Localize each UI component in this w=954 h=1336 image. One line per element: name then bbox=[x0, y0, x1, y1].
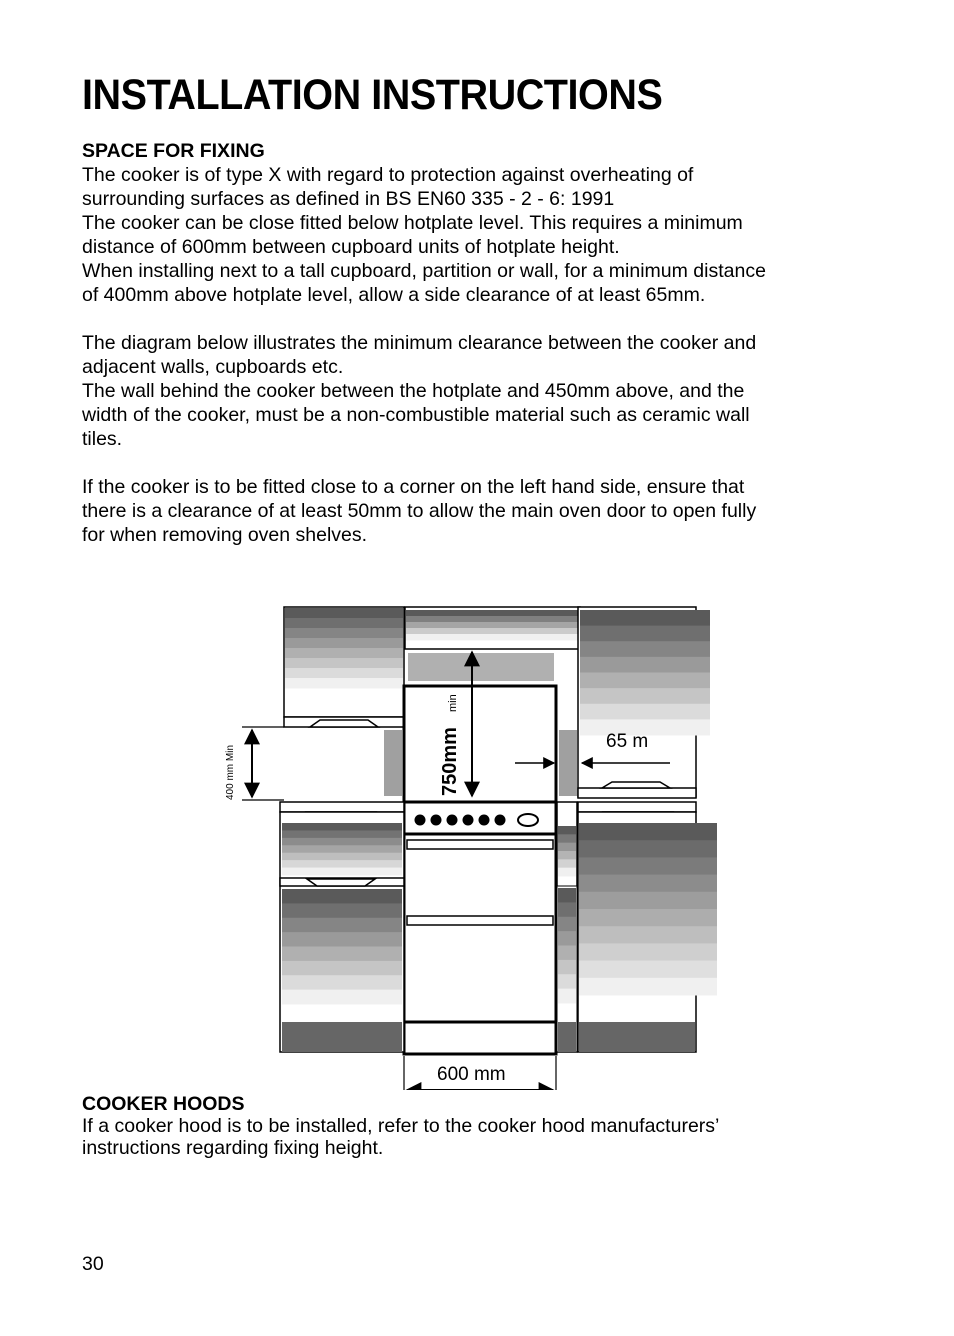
shading-band bbox=[558, 946, 576, 961]
shading-band bbox=[282, 932, 402, 947]
shading-band bbox=[579, 857, 717, 875]
knob-icon bbox=[431, 815, 442, 826]
paragraph-line: of 400mm above hotplate level, allow a side clearance of at least 65mm. bbox=[82, 284, 706, 306]
shading-band bbox=[282, 903, 402, 918]
paragraph-line: If a cooker hood is to be installed, refer to the cooker hood manufacturers’ bbox=[82, 1115, 720, 1137]
shading-band bbox=[282, 947, 402, 962]
shading-band bbox=[558, 974, 576, 989]
dimension-400mm bbox=[225, 727, 284, 800]
label-750mm: 750mm bbox=[439, 727, 461, 796]
cupboard-handle-icon bbox=[307, 879, 375, 886]
label-400mm: 400 mm Min bbox=[225, 744, 236, 800]
paragraph-line: surrounding surfaces as defined in BS EN60 335 - 2 - 6: 1991 bbox=[82, 188, 615, 210]
shading-band bbox=[558, 868, 576, 877]
shading-band bbox=[579, 892, 717, 910]
shading-band bbox=[285, 628, 403, 639]
shading-band bbox=[579, 840, 717, 858]
shading-band bbox=[579, 823, 717, 841]
shading-band bbox=[580, 673, 710, 689]
shading-band bbox=[558, 931, 576, 946]
right-side-panel bbox=[559, 730, 577, 796]
paragraph-line: adjacent walls, cupboards etc. bbox=[82, 356, 344, 378]
shading-band bbox=[580, 641, 710, 657]
storage-drawer bbox=[404, 1022, 556, 1054]
shading-band bbox=[406, 622, 584, 629]
page-title: INSTALLATION INSTRUCTIONS bbox=[82, 71, 663, 119]
label-65mm: 65 m bbox=[606, 731, 649, 752]
shading-band bbox=[282, 889, 402, 904]
shading-band bbox=[285, 658, 403, 669]
top-oven-handle bbox=[407, 840, 553, 849]
shading-band bbox=[285, 638, 403, 649]
shading-band bbox=[580, 688, 710, 704]
left-side-panel bbox=[384, 730, 402, 796]
shading-band bbox=[558, 888, 576, 903]
shading-band bbox=[282, 918, 402, 933]
knob-icon bbox=[463, 815, 474, 826]
left-wall-cupboard bbox=[284, 607, 404, 727]
shading-band bbox=[285, 648, 403, 659]
top-cupboard bbox=[405, 607, 584, 681]
shading-band bbox=[558, 843, 576, 852]
timer-icon bbox=[518, 814, 538, 826]
clearance-diagram-svg bbox=[200, 590, 740, 1090]
cooker-hoods-heading: COOKER HOODS bbox=[82, 1093, 245, 1115]
shading-band bbox=[282, 845, 402, 853]
paragraph-line: The diagram below illustrates the minimum clearance between the cooker and bbox=[82, 332, 757, 354]
main-oven-handle bbox=[407, 916, 553, 925]
shading-band bbox=[406, 634, 584, 641]
cooker bbox=[384, 686, 577, 1054]
plinth bbox=[579, 1022, 695, 1052]
cupboard-handle-icon bbox=[602, 782, 670, 788]
shading-band bbox=[558, 917, 576, 932]
space-for-fixing-heading: SPACE FOR FIXING bbox=[82, 140, 265, 162]
hood-panel bbox=[408, 653, 554, 681]
shading-band bbox=[282, 975, 402, 990]
cooker-hoods-section bbox=[82, 1093, 872, 1159]
shading-band bbox=[579, 978, 717, 996]
right-wall-cupboard bbox=[578, 607, 710, 798]
shading-band bbox=[282, 853, 402, 861]
shading-band bbox=[282, 961, 402, 976]
paragraph-line: for when removing oven shelves. bbox=[82, 524, 368, 546]
dimension-600mm bbox=[404, 1056, 556, 1090]
paragraph-line: The wall behind the cooker between the hotplate and 450mm above, and the bbox=[82, 380, 745, 402]
shading-band bbox=[558, 859, 576, 868]
paragraph-line: distance of 600mm between cupboard units of hotplate height. bbox=[82, 236, 620, 258]
shading-band bbox=[558, 902, 576, 917]
right-base-cupboard bbox=[578, 802, 717, 1052]
paragraph-line: instructions regarding fixing height. bbox=[82, 1137, 384, 1159]
shading-band bbox=[579, 943, 717, 961]
shading-band bbox=[285, 618, 403, 629]
right-filler bbox=[557, 802, 577, 1052]
paragraph-line: The cooker is of type X with regard to protection against overheating of bbox=[82, 164, 694, 186]
shading-band bbox=[282, 838, 402, 846]
paragraph-line: When installing next to a tall cupboard, partition or wall, for a minimum distance bbox=[82, 260, 766, 282]
shading-band bbox=[558, 826, 576, 835]
plinth bbox=[282, 1022, 402, 1052]
shading-band bbox=[406, 610, 584, 617]
shading-band bbox=[580, 610, 710, 626]
plinth bbox=[558, 1022, 576, 1052]
shading-band bbox=[580, 657, 710, 673]
knob-icon bbox=[447, 815, 458, 826]
space-for-fixing-section bbox=[82, 139, 872, 547]
shading-band bbox=[285, 678, 403, 689]
shading-band bbox=[579, 875, 717, 893]
shading-band bbox=[406, 628, 584, 635]
shading-band bbox=[285, 668, 403, 679]
shading-band bbox=[580, 704, 710, 720]
cupboard-handle-icon bbox=[310, 720, 378, 727]
paragraph-line: tiles. bbox=[82, 428, 123, 450]
clearance-diagram bbox=[200, 590, 740, 1090]
shading-band bbox=[282, 830, 402, 838]
left-base-cupboard bbox=[280, 802, 404, 1052]
knob-icon bbox=[415, 815, 426, 826]
knob-icon bbox=[495, 815, 506, 826]
shading-band bbox=[558, 851, 576, 860]
label-600mm: 600 mm bbox=[437, 1064, 506, 1085]
shading-band bbox=[282, 868, 402, 876]
shading-band bbox=[282, 860, 402, 868]
shading-band bbox=[282, 990, 402, 1005]
shading-band bbox=[406, 616, 584, 623]
paragraph-line: If the cooker is to be fitted close to a corner on the left hand side, ensure that bbox=[82, 476, 745, 498]
shading-band bbox=[579, 909, 717, 927]
shading-band bbox=[579, 926, 717, 944]
paragraph-line: The cooker can be close fitted below hotplate level. This requires a minimum bbox=[82, 212, 743, 234]
shading-band bbox=[558, 960, 576, 975]
paragraph-line: there is a clearance of at least 50mm to allow the main oven door to open fully bbox=[82, 500, 757, 522]
shading-band bbox=[579, 961, 717, 979]
page-number: 30 bbox=[82, 1253, 104, 1275]
shading-band bbox=[580, 626, 710, 642]
shading-band bbox=[558, 834, 576, 843]
paragraph-line: width of the cooker, must be a non-combustible material such as ceramic wall bbox=[82, 404, 750, 426]
knob-icon bbox=[479, 815, 490, 826]
label-750mm-min: min bbox=[447, 694, 459, 712]
shading-band bbox=[558, 989, 576, 1004]
shading-band bbox=[282, 823, 402, 831]
shading-band bbox=[285, 608, 403, 619]
